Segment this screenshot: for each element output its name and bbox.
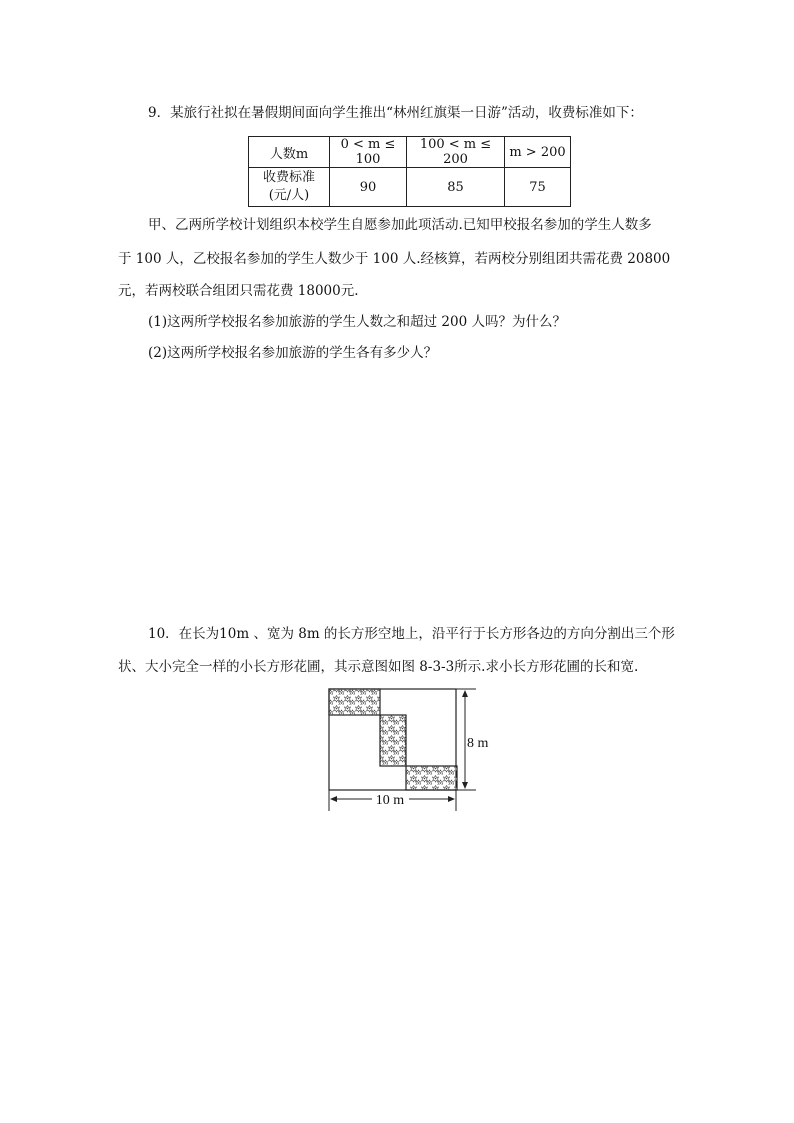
q10-line-1: 10．在长为10m 、宽为 8m 的长方形空地上，沿平行于长方形各边的方向分割出三个形 [148, 626, 675, 642]
q9-subquestion-1: (1)这两所学校报名参加旅游的学生人数之和超过 200 人吗？为什么？ [148, 314, 566, 330]
garden-diagram [322, 685, 492, 815]
width-label: 10 m [375, 793, 405, 808]
q9-paragraph-line-1: 甲、乙两所学校计划组织本校学生自愿参加此项活动.已知甲校报名参加的学生人数多 [148, 217, 652, 233]
q9-paragraph-line-3: 元，若两校联合组团只需花费 18000元. [118, 283, 359, 299]
q9-subquestion-2: (2)这两所学校报名参加旅游的学生各有多少人？ [148, 345, 438, 361]
fee-table-header-row [249, 137, 571, 168]
height-arrow-down [462, 782, 468, 789]
width-arrow-left [330, 796, 337, 802]
price-cell-2: 85 [407, 168, 505, 207]
garden-plot-middle [380, 715, 406, 766]
header-cell-range-3: m > 200 [505, 137, 571, 168]
height-label: 8 m [467, 736, 489, 751]
price-cell-1: 90 [330, 168, 407, 207]
fee-table [248, 136, 571, 207]
price-cell-3: 75 [505, 168, 571, 207]
width-arrow-right [448, 796, 455, 802]
q10-line-2: 状、大小完全一样的小长方形花圃，其示意图如图 8-3-3所示.求小长方形花圃的长和宽. [118, 659, 639, 675]
price-row-label-line2: (元/人) [268, 188, 310, 203]
height-arrow-up [462, 690, 468, 697]
price-row-label-line1: 收费标准 [262, 170, 315, 185]
garden-plot-bottom [406, 766, 457, 790]
price-row-label [249, 168, 330, 207]
garden-plot-top [329, 689, 380, 715]
header-cell-people: 人数m [249, 137, 330, 168]
header-cell-range-1: 0 < m ≤ 100 [330, 137, 407, 168]
q9-stem: 9．某旅行社拟在暑假期间面向学生推出“林州红旗渠一日游”活动，收费标准如下： [148, 105, 643, 121]
q9-paragraph-line-2: 于 100 人，乙校报名参加的学生人数少于 100 人.经核算，若两校分别组团共需花费 20800 [118, 251, 671, 267]
fee-table-price-row [249, 168, 571, 207]
header-cell-range-2: 100 < m ≤ 200 [407, 137, 505, 168]
